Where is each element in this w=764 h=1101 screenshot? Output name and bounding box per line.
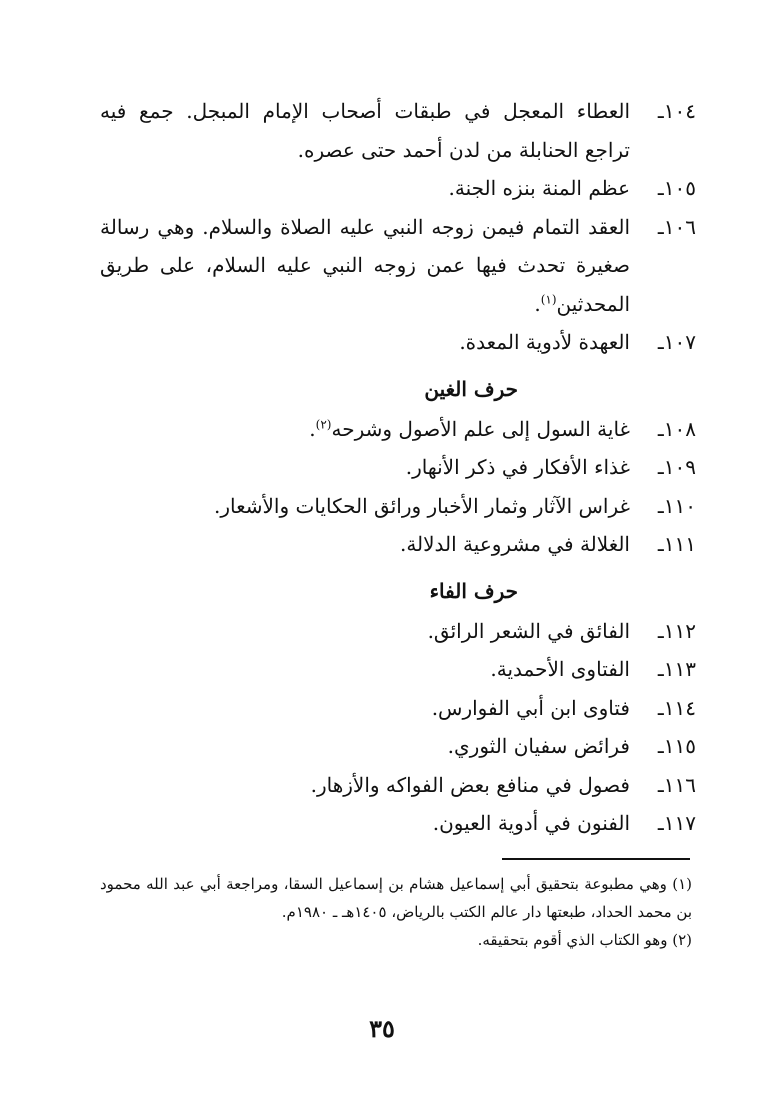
entry-text: غاية السول إلى علم الأصول وشرحه (331, 416, 630, 441)
entry-number: ١١٥ـ (657, 734, 696, 758)
entry-text: الفتاوى الأحمدية. (490, 657, 630, 681)
list-item (100, 804, 696, 843)
entry-text: غراس الآثار وثمار الأخبار ورائق الحكايات والأشعار. (214, 493, 630, 518)
list-item (100, 612, 696, 651)
list-item (100, 410, 696, 449)
page-number: ٣٥ (369, 1014, 395, 1043)
entry-text: فتاوى ابن أبي الفوارس. (431, 695, 630, 720)
entry-text-wrapper (100, 410, 630, 449)
entry-number: ١١٤ـ (657, 695, 696, 720)
entry-text-end: . (309, 416, 316, 441)
entry-text: فرائض سفيان الثوري. (447, 734, 630, 758)
entry-number: ١١١ـ (657, 532, 696, 556)
footnote-marker: (١) (540, 291, 557, 306)
entry-text: العقد التمام فيمن زوجه النبي عليه الصلاة والسلام. وهي رسالة صغيرة تحدث فيها عمن زوجه النبي عليه السلام، على طريق المحدثين (100, 214, 630, 316)
entry-text: الفنون في أدوية العيون. (432, 811, 630, 835)
list-item (100, 92, 696, 169)
footnote-separator (502, 858, 690, 860)
list-item (100, 766, 696, 805)
list-item (100, 208, 696, 324)
footnotes-block (100, 870, 692, 954)
list-item (100, 169, 696, 208)
entry-text: عظم المنة بنزه الجنة. (448, 176, 630, 200)
entry-text: الفائق في الشعر الرائق. (427, 618, 630, 643)
list-item (100, 448, 696, 487)
entry-text: الغلالة في مشروعية الدلالة. (399, 532, 630, 556)
entry-number: ١٠٤ـ (657, 99, 696, 123)
list-item (100, 650, 696, 689)
entry-number: ١٠٦ـ (657, 214, 696, 239)
entry-text: فصول في منافع بعض الفواكه والأزهار. (310, 772, 630, 797)
footnote-marker: (٢) (315, 416, 332, 431)
list-item (100, 487, 696, 526)
entry-number: ١١٧ـ (657, 811, 696, 835)
entry-number: ١١٠ـ (657, 493, 696, 518)
entry-text: العطاء المعجل في طبقات أصحاب الإمام المبجل. جمع فيه تراجع الحنابلة من لدن أحمد حتى عصره. (100, 99, 630, 162)
entry-number: ١١٦ـ (657, 772, 696, 797)
list-item (100, 689, 696, 728)
entry-number: ١٠٨ـ (657, 416, 696, 441)
main-text-block (100, 92, 696, 843)
footnote-1: (١) وهي مطبوعة بتحقيق أبي إسماعيل هشام بن إسماعيل السقا، ومراجعة أبي عبد الله محمود بن محمد الحداد، طبعتها دار عالم الكتب بالرياض، ١٤٠٥هـ ـ ١٩٨٠م. (100, 875, 692, 921)
list-item (100, 323, 696, 362)
entry-text-end: . (534, 291, 541, 316)
entry-text-wrapper (100, 208, 630, 324)
entry-number: ١١٣ـ (657, 657, 696, 681)
entry-number: ١٠٩ـ (657, 455, 696, 479)
entry-number: ١٠٥ـ (657, 176, 696, 200)
section-heading-ghain: حرف الغين (424, 376, 518, 401)
list-item (100, 525, 696, 564)
entry-number: ١١٢ـ (657, 618, 696, 643)
list-item (100, 727, 696, 766)
section-heading-fa: حرف الفاء (429, 578, 518, 603)
entry-number: ١٠٧ـ (657, 330, 696, 354)
footnote-2: (٢) وهو الكتاب الذي أقوم بتحقيقه. (477, 931, 692, 949)
entry-text: العهدة لأدوية المعدة. (459, 330, 630, 354)
entry-text: غذاء الأفكار في ذكر الأنهار. (405, 455, 630, 479)
